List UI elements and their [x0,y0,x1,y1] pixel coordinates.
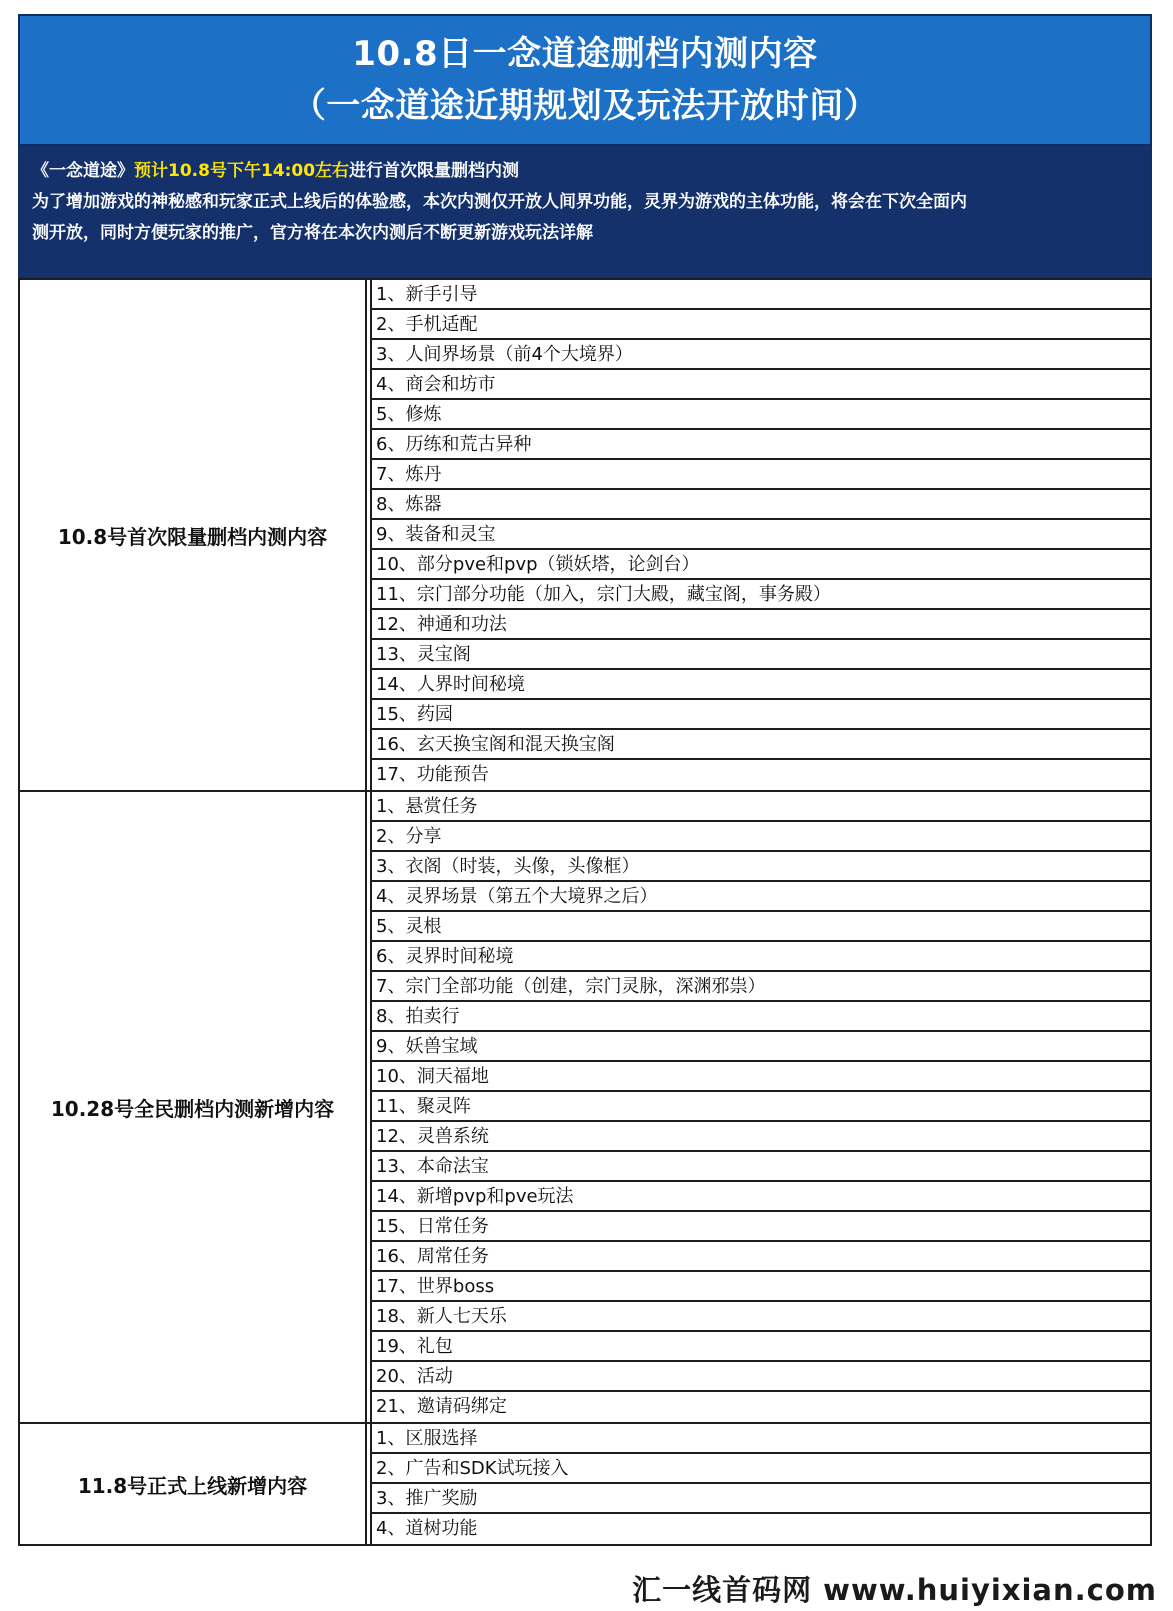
list-item: 15、药园 [370,700,1150,730]
list-item: 3、人间界场景（前4个大境界） [370,340,1150,370]
list-item: 12、神通和功法 [370,610,1150,640]
list-item: 4、商会和坊市 [370,370,1150,400]
section-item-list [367,280,1150,790]
list-item: 10、洞天福地 [370,1062,1150,1092]
list-item: 9、妖兽宝域 [370,1032,1150,1062]
list-item: 18、新人七天乐 [370,1302,1150,1332]
title-line-1: 10.8日一念道途删档内测内容 [352,34,818,74]
section-label: 11.8号正式上线新增内容 [20,1424,367,1544]
list-item: 5、修炼 [370,400,1150,430]
list-item: 17、功能预告 [370,760,1150,790]
list-item: 20、活动 [370,1362,1150,1392]
list-item: 1、新手引导 [370,280,1150,310]
list-item: 11、宗门部分功能（加入，宗门大殿，藏宝阁，事务殿） [370,580,1150,610]
list-item: 3、推广奖励 [370,1484,1150,1514]
list-item: 13、本命法宝 [370,1152,1150,1182]
document-sheet [18,14,1152,1546]
list-item: 5、灵根 [370,912,1150,942]
list-item: 9、装备和灵宝 [370,520,1150,550]
list-item: 16、周常任务 [370,1242,1150,1272]
list-item: 8、拍卖行 [370,1002,1150,1032]
list-item: 2、分享 [370,822,1150,852]
list-item: 4、道树功能 [370,1514,1150,1544]
content-section [18,790,1152,1422]
content-section [18,1422,1152,1546]
intro-game-name: 《一念道途》 [32,161,134,181]
list-item: 6、灵界时间秘境 [370,942,1150,972]
list-item: 13、灵宝阁 [370,640,1150,670]
list-item: 7、炼丹 [370,460,1150,490]
list-item: 6、历练和荒古异种 [370,430,1150,460]
intro-line-1-suffix: 进行首次限量删档内测 [349,161,520,181]
list-item: 12、灵兽系统 [370,1122,1150,1152]
list-item: 2、手机适配 [370,310,1150,340]
list-item: 11、聚灵阵 [370,1092,1150,1122]
intro-line-2: 为了增加游戏的神秘感和玩家正式上线后的体验感，本次内测仅开放人间界功能，灵界为游戏的主体功能，将会在下次全面内 [32,192,967,212]
list-item: 10、部分pve和pvp（锁妖塔，论剑台） [370,550,1150,580]
list-item: 1、悬赏任务 [370,792,1150,822]
content-section [18,278,1152,790]
content-table [18,278,1152,1546]
list-item: 8、炼器 [370,490,1150,520]
section-item-list [367,1424,1150,1544]
list-item: 2、广告和SDK试玩接入 [370,1454,1150,1484]
list-item: 1、区服选择 [370,1424,1150,1454]
title-banner [18,14,1152,146]
site-watermark: 汇一线首码网 www.huiyixian.com [632,1573,1157,1607]
intro-panel [18,146,1152,278]
list-item: 17、世界boss [370,1272,1150,1302]
list-item: 15、日常任务 [370,1212,1150,1242]
section-label: 10.8号首次限量删档内测内容 [20,280,367,790]
list-item: 14、人界时间秘境 [370,670,1150,700]
list-item: 19、礼包 [370,1332,1150,1362]
section-item-list [367,792,1150,1422]
list-item: 7、宗门全部功能（创建，宗门灵脉，深渊邪祟） [370,972,1150,1002]
title-line-2: （一念道途近期规划及玩法开放时间） [291,86,879,126]
section-label: 10.28号全民删档内测新增内容 [20,792,367,1422]
list-item: 14、新增pvp和pve玩法 [370,1182,1150,1212]
list-item: 21、邀请码绑定 [370,1392,1150,1422]
list-item: 3、衣阁（时装，头像，头像框） [370,852,1150,882]
intro-line-1 [32,156,1138,187]
list-item: 4、灵界场景（第五个大境界之后） [370,882,1150,912]
list-item: 16、玄天换宝阁和混天换宝阁 [370,730,1150,760]
intro-schedule-highlight: 预计10.8号下午14:00左右 [134,161,350,181]
intro-line-3: 测开放，同时方便玩家的推广，官方将在本次内测后不断更新游戏玩法详解 [32,223,593,243]
